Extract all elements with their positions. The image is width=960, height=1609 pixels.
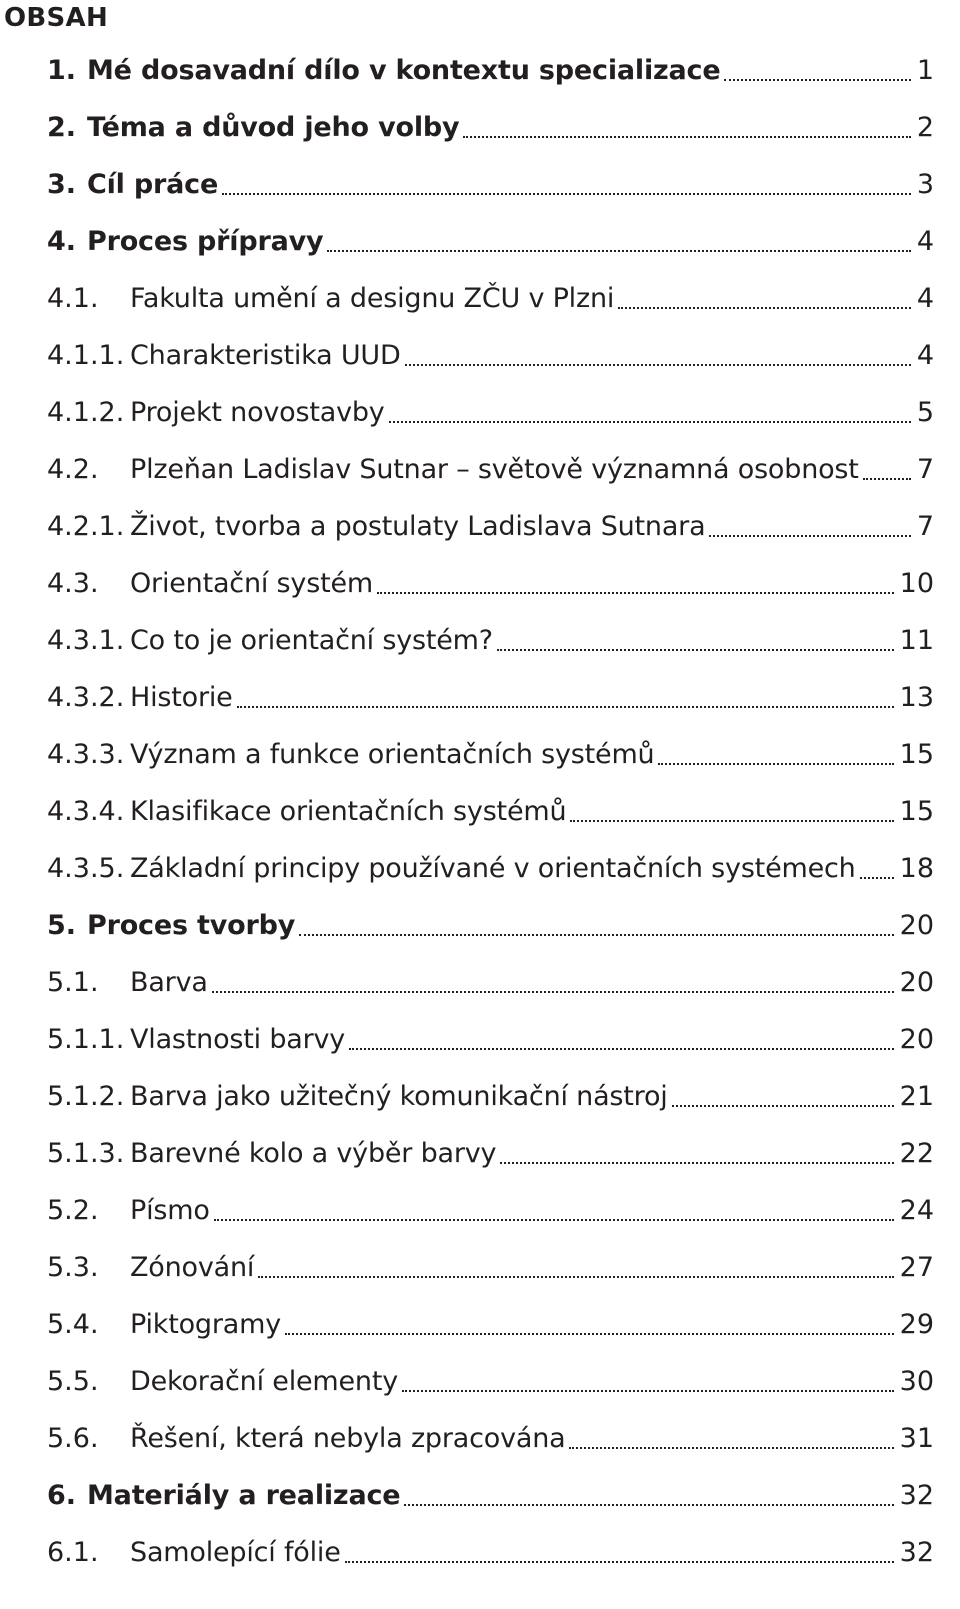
toc-entry-title: Orientační systém (130, 568, 373, 599)
toc-entry-title: Vlastnosti barvy (130, 1024, 346, 1055)
toc-entry[interactable] (0, 445, 960, 502)
toc-entry[interactable] (0, 217, 960, 274)
toc-entry[interactable] (0, 1300, 960, 1357)
dot-leader (570, 820, 894, 822)
toc-entry-number: 4.3.3. (47, 739, 125, 770)
dot-leader (497, 649, 894, 651)
toc-entry-number: 3. (47, 169, 77, 200)
toc-entry[interactable] (0, 331, 960, 388)
dot-leader (299, 934, 894, 936)
toc-entry-page-number: 4 (916, 340, 934, 371)
toc-entry-number: 5.3. (47, 1252, 99, 1283)
toc-entry-number: 2. (47, 112, 77, 143)
toc-entry-page-number: 1 (916, 55, 934, 86)
toc-entry-title: Proces přípravy (87, 226, 324, 257)
dot-leader (345, 1561, 894, 1563)
toc-entry[interactable] (0, 958, 960, 1015)
toc-entry-page-number: 24 (899, 1195, 934, 1226)
toc-entry-page-number: 4 (916, 283, 934, 314)
toc-entry-page-number: 32 (899, 1480, 934, 1511)
toc-entry-page-number: 3 (916, 169, 934, 200)
toc-entry-title: Proces tvorby (87, 910, 296, 941)
toc-entry-title: Základní principy používané v orientačních systémech (130, 853, 856, 884)
toc-entry-number: 4.3.1. (47, 625, 125, 656)
dot-leader (404, 1504, 894, 1506)
dot-leader (860, 877, 894, 879)
toc-entry[interactable] (0, 1072, 960, 1129)
toc-entry-page-number: 5 (916, 397, 934, 428)
toc-entry-number: 6. (47, 1480, 77, 1511)
toc-entry-title: Barva jako užitečný komunikační nástroj (130, 1081, 668, 1112)
toc-entry[interactable] (0, 103, 960, 160)
toc-entry-page-number: 4 (916, 226, 934, 257)
toc-entry-page-number: 29 (899, 1309, 934, 1340)
table-of-contents (0, 46, 960, 1585)
toc-entry[interactable] (0, 502, 960, 559)
dot-leader (863, 478, 911, 480)
toc-entry-number: 5. (47, 910, 77, 941)
toc-entry-title: Řešení, která nebyla zpracována (130, 1423, 566, 1454)
dot-leader (389, 421, 911, 423)
toc-entry[interactable] (0, 673, 960, 730)
toc-entry[interactable] (0, 1471, 960, 1528)
dot-leader (658, 763, 894, 765)
dot-leader (377, 592, 894, 594)
toc-entry-page-number: 21 (899, 1081, 934, 1112)
toc-entry-title: Historie (130, 682, 233, 713)
toc-entry-title: Klasifikace orientačních systémů (130, 796, 567, 827)
toc-entry-title: Význam a funkce orientačních systémů (130, 739, 655, 770)
dot-leader (724, 79, 911, 81)
toc-entry-title: Samolepící fólie (130, 1537, 341, 1568)
toc-entry[interactable] (0, 1414, 960, 1471)
dot-leader (402, 1390, 894, 1392)
toc-entry-page-number: 13 (899, 682, 934, 713)
dot-leader (327, 250, 911, 252)
toc-entry-title: Písmo (130, 1195, 210, 1226)
toc-entry-title: Co to je orientační systém? (130, 625, 493, 656)
toc-entry-number: 5.1.2. (47, 1081, 125, 1112)
dot-leader (237, 706, 894, 708)
toc-entry-page-number: 2 (916, 112, 934, 143)
toc-entry[interactable] (0, 388, 960, 445)
toc-entry-page-number: 30 (899, 1366, 934, 1397)
dot-leader (618, 307, 911, 309)
dot-leader (285, 1333, 894, 1335)
toc-entry[interactable] (0, 1015, 960, 1072)
toc-entry-page-number: 15 (899, 796, 934, 827)
toc-entry-number: 4.3.4. (47, 796, 125, 827)
toc-entry-page-number: 32 (899, 1537, 934, 1568)
toc-entry[interactable] (0, 1528, 960, 1585)
toc-entry-number: 4.1.1. (47, 340, 125, 371)
toc-entry[interactable] (0, 787, 960, 844)
toc-entry-number: 4.3.5. (47, 853, 125, 884)
toc-entry-number: 4.2. (47, 454, 99, 485)
toc-entry-page-number: 15 (899, 739, 934, 770)
toc-entry-number: 5.1.1. (47, 1024, 125, 1055)
toc-entry-title: Fakulta umění a designu ZČU v Plzni (130, 283, 615, 314)
toc-entry-page-number: 10 (899, 568, 934, 599)
dot-leader (569, 1447, 894, 1449)
toc-entry[interactable] (0, 274, 960, 331)
toc-entry-title: Téma a důvod jeho volby (87, 112, 460, 143)
dot-leader (349, 1048, 894, 1050)
toc-entry-page-number: 20 (899, 967, 934, 998)
toc-entry-page-number: 27 (899, 1252, 934, 1283)
toc-entry[interactable] (0, 160, 960, 217)
toc-entry-number: 1. (47, 55, 77, 86)
toc-entry[interactable] (0, 1186, 960, 1243)
toc-entry[interactable] (0, 559, 960, 616)
toc-entry-page-number: 20 (899, 910, 934, 941)
dot-leader (500, 1162, 894, 1164)
toc-entry-page-number: 7 (916, 511, 934, 542)
toc-entry-number: 4.2.1. (47, 511, 125, 542)
dot-leader (258, 1276, 894, 1278)
dot-leader (463, 136, 911, 138)
dot-leader (405, 364, 911, 366)
toc-entry[interactable] (0, 844, 960, 901)
toc-entry[interactable] (0, 1129, 960, 1186)
toc-entry-title: Barva (130, 967, 208, 998)
dot-leader (222, 193, 911, 195)
toc-entry-title: Dekorační elementy (130, 1366, 398, 1397)
toc-entry-page-number: 31 (899, 1423, 934, 1454)
toc-entry-number: 4.1. (47, 283, 99, 314)
toc-entry[interactable] (0, 616, 960, 673)
toc-entry[interactable] (0, 1243, 960, 1300)
toc-entry-number: 5.1. (47, 967, 99, 998)
toc-entry-number: 5.1.3. (47, 1138, 125, 1169)
toc-entry-title: Plzeňan Ladislav Sutnar – světově významná osobnost (130, 454, 859, 485)
toc-entry-title: Projekt novostavby (130, 397, 385, 428)
toc-entry[interactable] (0, 901, 960, 958)
toc-entry-title: Barevné kolo a výběr barvy (130, 1138, 497, 1169)
toc-entry-number: 4.1.2. (47, 397, 125, 428)
dot-leader (709, 535, 911, 537)
toc-entry-page-number: 11 (899, 625, 934, 656)
toc-entry-number: 5.4. (47, 1309, 99, 1340)
page-title: OBSAH (4, 3, 109, 33)
toc-entry-page-number: 7 (916, 454, 934, 485)
dot-leader (672, 1105, 894, 1107)
dot-leader (214, 1219, 894, 1221)
toc-entry-title: Cíl práce (87, 169, 219, 200)
toc-entry-page-number: 20 (899, 1024, 934, 1055)
toc-entry-number: 5.5. (47, 1366, 99, 1397)
toc-entry-title: Charakteristika UUD (130, 340, 401, 371)
toc-entry-title: Materiály a realizace (87, 1480, 401, 1511)
toc-entry-number: 5.6. (47, 1423, 99, 1454)
dot-leader (212, 991, 894, 993)
toc-entry-title: Zónování (130, 1252, 255, 1283)
toc-entry[interactable] (0, 1357, 960, 1414)
toc-entry-number: 4.3. (47, 568, 99, 599)
toc-entry[interactable] (0, 46, 960, 103)
toc-entry-number: 5.2. (47, 1195, 99, 1226)
toc-entry-page-number: 22 (899, 1138, 934, 1169)
toc-entry-number: 6.1. (47, 1537, 99, 1568)
toc-entry[interactable] (0, 730, 960, 787)
toc-entry-title: Mé dosavadní dílo v kontextu specializace (87, 55, 721, 86)
toc-entry-number: 4. (47, 226, 77, 257)
toc-entry-number: 4.3.2. (47, 682, 125, 713)
toc-entry-title: Piktogramy (130, 1309, 281, 1340)
toc-entry-title: Život, tvorba a postulaty Ladislava Sutnara (130, 511, 706, 542)
toc-entry-page-number: 18 (899, 853, 934, 884)
